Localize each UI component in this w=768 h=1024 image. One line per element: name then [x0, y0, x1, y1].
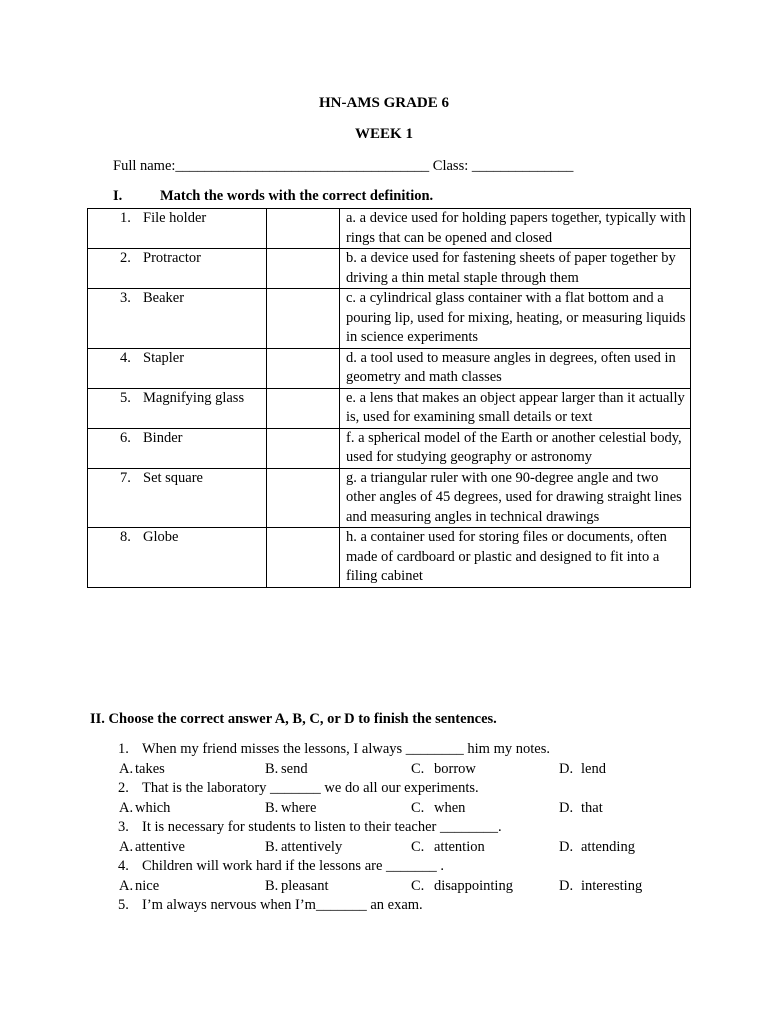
option-b[interactable] — [265, 877, 329, 897]
option-text: takes — [135, 760, 165, 777]
option-letter: D. — [559, 877, 574, 894]
option-d[interactable] — [559, 760, 606, 780]
question-number: 2. — [118, 780, 129, 796]
option-text: borrow — [434, 760, 476, 777]
term-number: 4. — [120, 349, 131, 366]
term-number: 7. — [120, 469, 131, 486]
option-text: pleasant — [281, 877, 329, 894]
question-line — [118, 779, 678, 799]
answer-cell[interactable] — [267, 468, 340, 528]
option-text: where — [281, 799, 317, 816]
matching-row — [88, 528, 691, 588]
options-line — [118, 877, 678, 897]
option-letter: A. — [119, 877, 134, 894]
question-text: I’m always nervous when I’m_______ an exam. — [142, 897, 423, 913]
option-letter: D. — [559, 838, 574, 855]
option-text: attending — [581, 838, 635, 855]
term-number: 1. — [120, 210, 131, 226]
option-letter: A. — [119, 799, 134, 816]
answer-cell[interactable] — [267, 388, 340, 428]
multiple-choice-list — [118, 740, 678, 916]
option-letter: A. — [119, 760, 134, 777]
option-d[interactable] — [559, 877, 642, 897]
term-text: Binder — [143, 429, 183, 446]
definition-cell: c. a cylindrical glass container with a flat bottom and a pouring lip, used for mixing, heating, or measuring liquids in science experiments — [340, 289, 691, 349]
options-line — [118, 760, 678, 780]
term-number: 6. — [120, 429, 131, 446]
option-a[interactable] — [119, 877, 159, 897]
matching-row — [88, 428, 691, 468]
option-text: when — [434, 799, 466, 816]
term-number: 3. — [120, 290, 131, 306]
option-text: disappointing — [434, 877, 513, 894]
question-line — [118, 857, 678, 877]
question-text: It is necessary for students to listen to their teacher ________. — [142, 819, 502, 835]
definition-cell: b. a device used for fastening sheets of paper together by driving a thin metal staple through them — [340, 249, 691, 289]
matching-row — [88, 209, 691, 249]
matching-row — [88, 348, 691, 388]
term-cell — [88, 289, 267, 349]
question-number: 1. — [118, 741, 129, 757]
term-number: 5. — [120, 389, 131, 406]
matching-table — [87, 208, 691, 588]
question-text: That is the laboratory _______ we do all our experiments. — [142, 780, 479, 796]
answer-cell[interactable] — [267, 428, 340, 468]
term-cell — [88, 209, 267, 249]
name-class-line: Full name:___________________________________ Class: ______________ — [113, 158, 574, 174]
option-letter: C. — [411, 760, 425, 777]
question-line — [118, 740, 678, 760]
option-c[interactable] — [411, 760, 476, 780]
matching-row — [88, 388, 691, 428]
answer-cell[interactable] — [267, 249, 340, 289]
option-d[interactable] — [559, 799, 603, 819]
option-c[interactable] — [411, 838, 485, 858]
option-letter: B. — [265, 760, 279, 777]
matching-row — [88, 249, 691, 289]
question-number: 4. — [118, 858, 129, 874]
term-text: Stapler — [143, 349, 185, 366]
term-cell — [88, 249, 267, 289]
option-text: attentively — [281, 838, 343, 855]
option-letter: B. — [265, 799, 279, 816]
option-c[interactable] — [411, 799, 465, 819]
option-c[interactable] — [411, 877, 513, 897]
question-line — [118, 818, 678, 838]
option-b[interactable] — [265, 838, 342, 858]
worksheet-title: HN-AMS GRADE 6 — [319, 95, 449, 111]
definition-cell: e. a lens that makes an object appear larger than it actually is, used for examining small details or text — [340, 388, 691, 428]
section-1-numeral: I. — [113, 188, 123, 204]
option-letter: B. — [265, 877, 279, 894]
question-text: When my friend misses the lessons, I always ________ him my notes. — [142, 741, 550, 757]
answer-cell[interactable] — [267, 348, 340, 388]
question-line — [118, 896, 678, 916]
definition-cell: a. a device used for holding papers together, typically with rings that can be opened and closed — [340, 209, 691, 249]
option-b[interactable] — [265, 799, 316, 819]
term-number: 8. — [120, 529, 131, 545]
option-text: nice — [135, 877, 160, 894]
question-text: Children will work hard if the lessons are _______ . — [142, 858, 445, 874]
option-a[interactable] — [119, 838, 185, 858]
options-line — [118, 838, 678, 858]
option-letter: D. — [559, 799, 574, 816]
term-cell — [88, 528, 267, 588]
option-text: attentive — [135, 838, 185, 855]
option-letter: A. — [119, 838, 134, 855]
option-text: attention — [434, 838, 485, 855]
term-cell — [88, 468, 267, 528]
matching-row — [88, 468, 691, 528]
question-number: 5. — [118, 897, 129, 913]
option-letter: C. — [411, 838, 425, 855]
option-text: which — [135, 799, 171, 816]
section-1-instruction: Match the words with the correct definition. — [160, 188, 434, 204]
option-text: send — [281, 760, 308, 777]
section-1-heading — [113, 187, 433, 207]
question-number: 3. — [118, 819, 129, 835]
option-d[interactable] — [559, 838, 635, 858]
term-text: Protractor — [143, 250, 201, 266]
option-b[interactable] — [265, 760, 308, 780]
week-heading: WEEK 1 — [355, 126, 413, 142]
option-a[interactable] — [119, 799, 170, 819]
definition-cell: d. a tool used to measure angles in degrees, often used in geometry and math classes — [340, 348, 691, 388]
term-cell — [88, 388, 267, 428]
options-line — [118, 799, 678, 819]
answer-cell[interactable] — [267, 209, 340, 249]
definition-cell: h. a container used for storing files or documents, often made of cardboard or plastic and designed to fit into a filing cabinet — [340, 528, 691, 588]
option-letter: C. — [411, 877, 425, 894]
option-text: that — [581, 799, 603, 816]
definition-cell: g. a triangular ruler with one 90-degree angle and two other angles of 45 degrees, used for drawing straight lines and measuring angles in technical drawings — [340, 468, 691, 528]
option-letter: B. — [265, 838, 279, 855]
option-letter: C. — [411, 799, 425, 816]
option-text: lend — [581, 760, 606, 777]
option-letter: D. — [559, 760, 574, 777]
term-text: Magnifying glass — [143, 389, 245, 406]
term-text: Beaker — [143, 290, 185, 306]
term-text: Set square — [143, 469, 203, 486]
option-text: interesting — [581, 877, 643, 894]
matching-row — [88, 289, 691, 349]
term-text: File holder — [143, 210, 207, 226]
answer-cell[interactable] — [267, 289, 340, 349]
term-cell — [88, 428, 267, 468]
option-a[interactable] — [119, 760, 165, 780]
term-text: Globe — [143, 529, 179, 545]
term-cell — [88, 348, 267, 388]
term-number: 2. — [120, 250, 131, 266]
definition-cell: f. a spherical model of the Earth or another celestial body, used for studying geography or astronomy — [340, 428, 691, 468]
section-2-heading: II. Choose the correct answer A, B, C, or D to finish the sentences. — [90, 711, 497, 727]
answer-cell[interactable] — [267, 528, 340, 588]
